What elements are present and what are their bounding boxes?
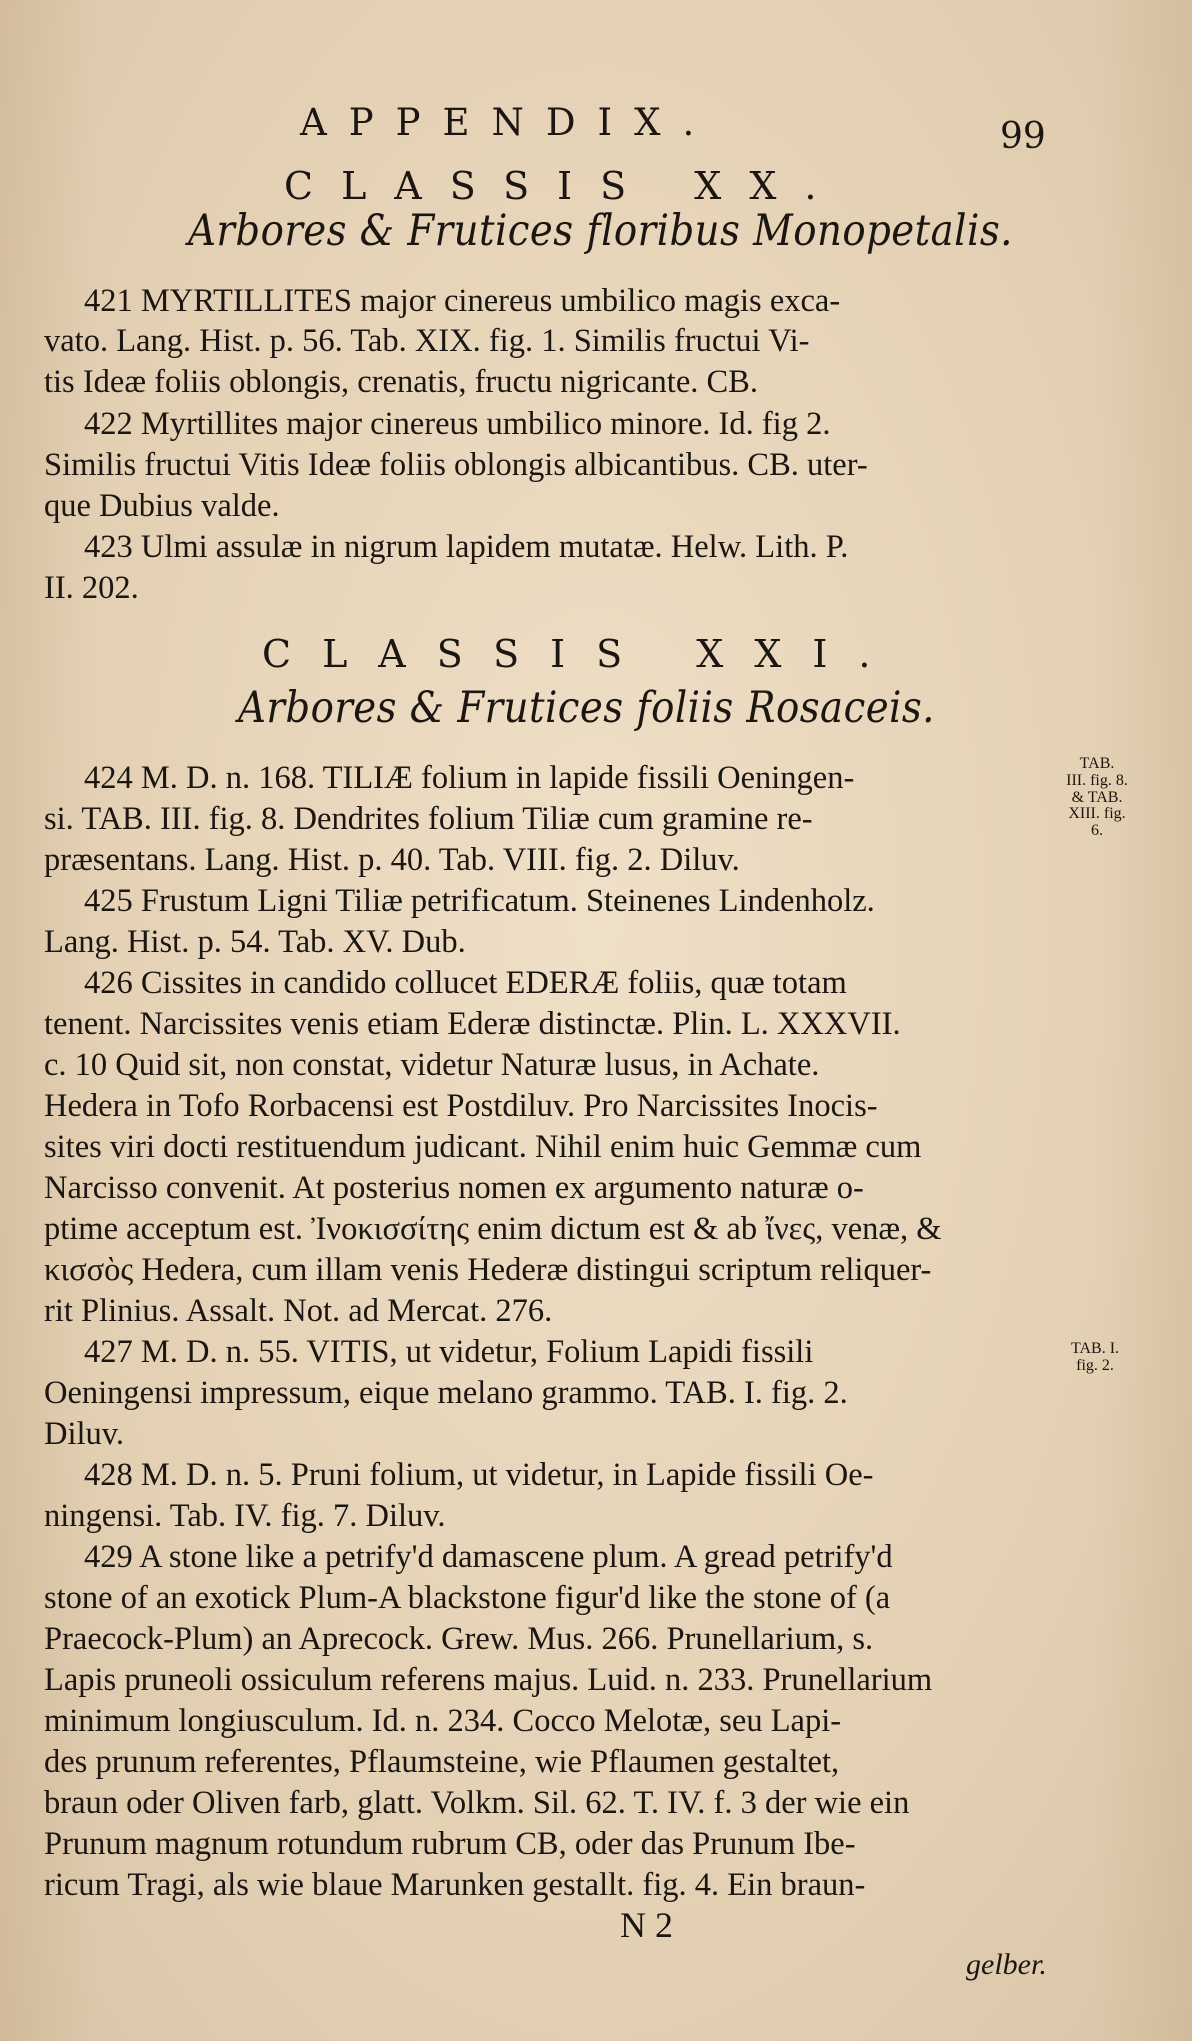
- text-line-27: ningensi. Tab. IV. fig. 7. Diluv.: [44, 1498, 446, 1534]
- text-line-30: Praecock-Plum) an Aprecock. Grew. Mus. 266. Prunellarium, s.: [44, 1621, 874, 1657]
- text-line-15: tenent. Narcissites venis etiam Ederæ distinctæ. Plin. L. XXXVII.: [44, 1006, 901, 1042]
- margin-note-line: fig. 2.: [1076, 1356, 1114, 1374]
- margin-note-line: III. fig. 8.: [1066, 771, 1128, 789]
- text-line-6: que Dubius valde.: [44, 488, 280, 524]
- text-line-7: 423 Ulmi assulæ in nigrum lapidem mutatæ. Helw. Lith. P.: [84, 529, 849, 565]
- text-line-34: braun oder Oliven farb, glatt. Volkm. Sil. 62. T. IV. f. 3 der wie ein: [44, 1785, 910, 1821]
- margin-note-line: XIII. fig.: [1068, 805, 1126, 823]
- text-line-2: vato. Lang. Hist. p. 56. Tab. XIX. fig. 1. Similis fructui Vi-: [44, 323, 810, 359]
- text-line-4: 422 Myrtillites major cinereus umbilico minore. Id. fig 2.: [84, 406, 831, 442]
- margin-note-line: TAB. I.: [1070, 1340, 1120, 1357]
- signature-mark: N 2: [620, 1905, 673, 1945]
- text-line-14: 426 Cissites in candido collucet EDERÆ foliis, quæ totam: [84, 965, 847, 1001]
- text-line-13: Lang. Hist. p. 54. Tab. XV. Dub.: [44, 924, 466, 960]
- text-line-25: Diluv.: [44, 1416, 125, 1452]
- text-line-8: II. 202.: [44, 570, 139, 606]
- margin-note-line: 6.: [1091, 822, 1103, 840]
- margin-note-tab-i: [1060, 1341, 1130, 1375]
- text-line-5: Similis fructui Vitis Ideæ foliis oblongis albicantibus. CB. uter-: [44, 447, 868, 483]
- text-line-28: 429 A stone like a petrify'd damascene plum. A gread petrify'd: [84, 1539, 893, 1575]
- text-line-35: Prunum magnum rotundum rubrum CB, oder das Prunum Ibe-: [44, 1826, 856, 1862]
- margin-note-tab-iii: [1062, 756, 1132, 840]
- text-line-1: 421 MYRTILLITES major cinereus umbilico magis exca-: [84, 283, 841, 319]
- text-line-16: c. 10 Quid sit, non constat, videtur Naturæ lusus, in Achate.: [44, 1047, 820, 1083]
- section-heading-xxi: CLASSIS XXI.: [262, 632, 902, 676]
- text-line-18: sites viri docti restituendum judicant. Nihil enim huic Gemmæ cum: [44, 1129, 922, 1165]
- text-line-9: 424 M. D. n. 168. TILIÆ folium in lapide fissili Oeningen-: [84, 760, 855, 796]
- text-line-21: κισσὸς Hedera, cum illam venis Hederæ distingui scriptum reliquer-: [44, 1252, 932, 1288]
- section-heading-xx: CLASSIS XX.: [284, 164, 845, 208]
- text-line-17: Hedera in Tofo Rorbacensi est Postdiluv. Pro Narcissites Inocis-: [44, 1088, 878, 1124]
- text-line-31: Lapis pruneoli ossiculum referens majus. Luid. n. 233. Prunellarium: [44, 1662, 933, 1698]
- margin-note-line: & TAB.: [1071, 788, 1123, 806]
- text-line-33: des prunum referentes, Pflaumsteine, wie Pflaumen gestaltet,: [44, 1744, 840, 1780]
- catchword: gelber.: [966, 1948, 1047, 1981]
- section-subtitle-xx: Arbores & Frutices floribus Monopetalis.: [188, 206, 1013, 256]
- margin-note-line: TAB.: [1079, 755, 1115, 772]
- text-line-10: si. TAB. III. fig. 8. Dendrites folium Tiliæ cum gramine re-: [44, 801, 813, 837]
- text-line-11: præsentans. Lang. Hist. p. 40. Tab. VIII. fig. 2. Diluv.: [44, 842, 740, 878]
- text-line-24: Oeningensi impressum, eique melano grammo. TAB. I. fig. 2.: [44, 1375, 848, 1411]
- text-line-26: 428 M. D. n. 5. Pruni folium, ut videtur, in Lapide fissili Oe-: [84, 1457, 874, 1493]
- text-line-23: 427 M. D. n. 55. VITIS, ut videtur, Folium Lapidi fissili: [84, 1334, 814, 1370]
- section-subtitle-xxi: Arbores & Frutices foliis Rosaceis.: [238, 683, 935, 733]
- text-line-19: Narcisso convenit. At posterius nomen ex argumento naturæ o-: [44, 1170, 864, 1206]
- running-title: APPENDIX.: [300, 101, 717, 144]
- text-line-12: 425 Frustum Ligni Tiliæ petrificatum. Steinenes Lindenholz.: [84, 883, 875, 919]
- text-line-32: minimum longiusculum. Id. n. 234. Cocco Melotæ, seu Lapi-: [44, 1703, 842, 1739]
- text-line-3: tis Ideæ foliis oblongis, crenatis, fructu nigricante. CB.: [44, 364, 758, 400]
- text-line-29: stone of an exotick Plum-A blackstone figur'd like the stone of (a: [44, 1580, 891, 1616]
- text-line-36: ricum Tragi, als wie blaue Marunken gestallt. fig. 4. Ein braun-: [44, 1867, 866, 1903]
- page-number: 99: [1000, 116, 1046, 157]
- text-line-20: ptime acceptum est. Ἰνοκισσίτης enim dictum est & ab ἴνες, venæ, &: [44, 1211, 942, 1247]
- text-line-22: rit Plinius. Assalt. Not. ad Mercat. 276.: [44, 1293, 553, 1329]
